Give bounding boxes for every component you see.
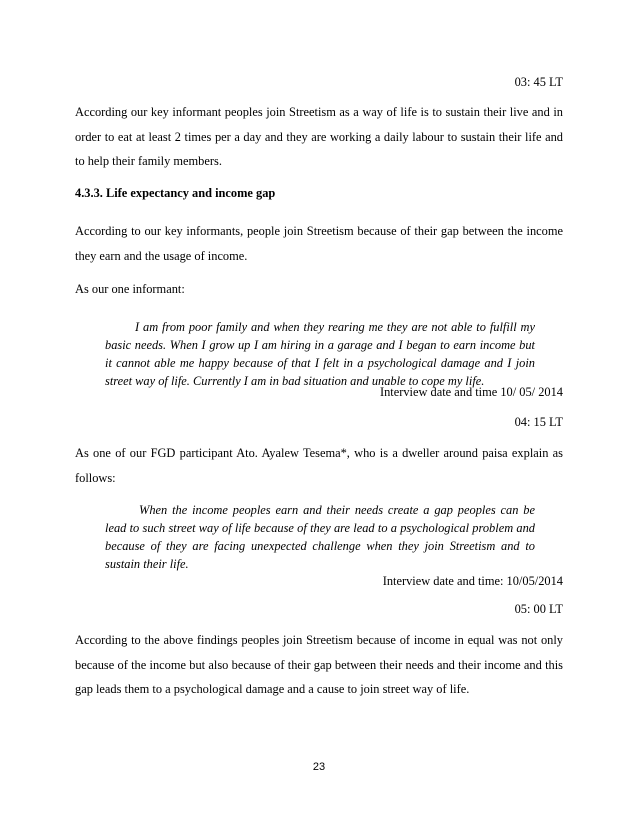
interview-2-date: Interview date and time: 10/05/2014 (382, 574, 563, 588)
interview-1-date: Interview date and time 10/ 05/ 2014 (379, 385, 563, 399)
paragraph-findings: According to the above findings peoples join Streetism because of income in equal was not only because of the income but also because of their gap between their needs and their income and this gap leads them to a psychological damage and a cause to join street way of life. (75, 633, 563, 696)
top-time-stamp: 03: 45 LT (514, 75, 563, 89)
page-number: 23 (312, 761, 326, 773)
interview-1-time: 04: 15 LT (514, 415, 563, 429)
interview-2-time: 05: 00 LT (514, 602, 563, 616)
informant-quote: I am from poor family and when they rearing me they are not able to fulfill my basic needs. When I grow up I am hiring in a garage and I began to earn income but it cannot able me happy because of that I felt in a psychological damage and I join street way of life. Currently I am in bad situation and unable to cope my life. (105, 320, 535, 388)
paragraph-key-informant: According our key informant peoples join Streetism as a way of life is to sustain their live and in order to eat at least 2 times per a day and they are working a daily labour to sustain their life and to help their family members. (75, 105, 563, 168)
paragraph-key-informants-gap: According to our key informants, people join Streetism because of their gap between the income they earn and the usage of income. (75, 224, 563, 263)
section-heading: 4.3.3. Life expectancy and income gap (75, 186, 276, 200)
fgd-quote: When the income peoples earn and their needs create a gap peoples can be lead to such street way of life because of they are lead to a psychological problem and because of they are facing unexpected challenge when they join Streetism and to sustain their life. (105, 503, 535, 571)
paragraph-fgd-participant: As one of our FGD participant Ato. Ayalew Tesema*, who is a dweller around paisa explain as follows: (75, 446, 563, 485)
paragraph-one-informant: As our one informant: (75, 282, 185, 296)
